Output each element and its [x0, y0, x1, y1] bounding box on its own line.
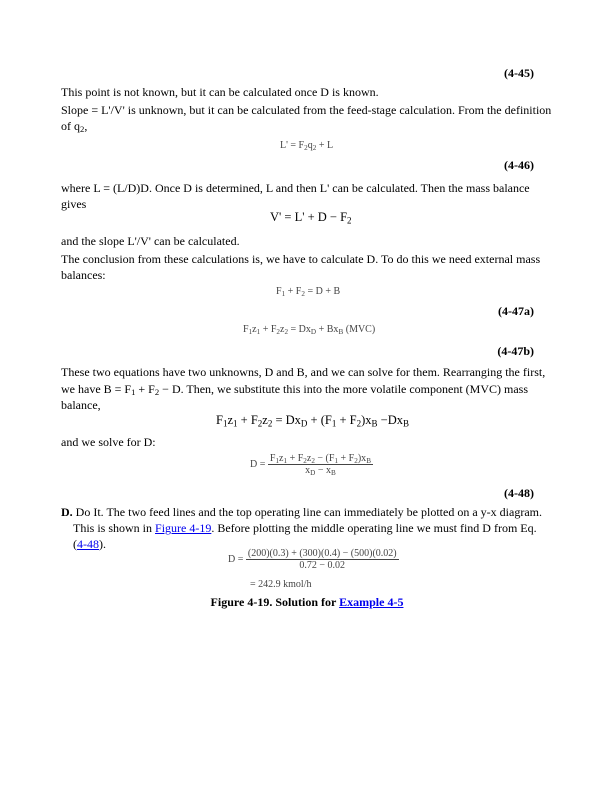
equation-number-4-47b: (4-47b): [497, 344, 534, 358]
equation-4-48-denominator: $x_D - x_B$: [305, 465, 336, 477]
unknowns-line-3: balance,: [61, 398, 101, 412]
partD-line-1: D. Do It. The two feed lines and the top operating line can immediately be plotted on a y-x diagram.: [61, 505, 542, 519]
slope-line-2: of $q_2$,: [61, 119, 88, 135]
equation-number-4-45: (4-45): [504, 66, 534, 80]
example-4-5-link[interactable]: Example 4-5: [339, 595, 404, 609]
unknowns-line-1: These two equations have two unknowns, D and B, and we can solve for them. Rearranging the first,: [61, 365, 546, 379]
slope-line-1: Slope = L'/V' is unknown, but it can be calculated from the feed-stage calculation. From the definition: [61, 103, 552, 117]
conclusion-line-1: The conclusion from these calculations is, we have to calculate D. To do this we need external mass: [61, 252, 541, 266]
figure-4-19-link[interactable]: Figure 4-19: [155, 521, 212, 535]
equation-substituted: $F_1z_1 + F_2z_2 = Dx_D + (F_1 + F_2)x_B -Dx_B$: [216, 413, 410, 429]
paragraph-point-unknown: This point is not known, but it can be calculated once D is known.: [61, 85, 379, 99]
calculation-D: D = $\frac{(200)(0.3) + (300)(0.4) - (500)(0.02)}{0.72 - 0.02}$: [228, 548, 397, 571]
calculation-denominator: 0.72 − 0.02: [299, 560, 346, 571]
paragraph-slope: [61, 102, 561, 134]
paragraph-where-L: [61, 180, 561, 212]
equation-4-47a: $F_1 + F_2 = D + B$: [276, 286, 341, 298]
paragraph-solve-for-D: and we solve for D:: [61, 435, 156, 449]
equation-number-4-47a: (4-47a): [498, 304, 534, 318]
figure-caption: Figure 4-19. Solution for Example 4-5: [210, 595, 404, 609]
unknowns-line-2: we have $B = F_1 + F_2 - D$. Then, we substitute this into the more volatile component (MVC) mass: [61, 381, 529, 397]
calculation-numerator: (200)(0.3) + (300)(0.4) − (500)(0.02): [247, 548, 397, 559]
calculation-result: = 242.9 kmol/h: [250, 579, 312, 590]
equation-4-46: $L' = F_2q_2 + L$: [280, 140, 334, 152]
equation-v-prime: $V' = L' + D - F_2$: [270, 210, 352, 226]
equation-4-48: D = $\frac{F_1z_1 + F_2z_2 - (F_1 + F_2)x_B}{x_D - x_B}$: [250, 453, 371, 477]
equation-4-48-numerator: $F_1z_1 + F_2z_2 - (F_1 + F_2)x_B$: [269, 453, 371, 465]
equation-number-4-48: (4-48): [504, 486, 534, 500]
where-line-2: gives: [61, 197, 87, 211]
paragraph-two-unknowns: [61, 364, 561, 414]
paragraph-slope-calculated: and the slope L'/V' can be calculated.: [61, 234, 240, 248]
equation-number-4-46: (4-46): [504, 158, 534, 172]
partD-line-2: This is shown in Figure 4-19. Before plotting the middle operating line we must find D from Eq.: [73, 521, 537, 535]
calculation-fraction: [246, 548, 399, 571]
equation-4-48-link[interactable]: 4-48: [77, 537, 99, 551]
equation-4-48-fraction: [268, 453, 373, 476]
conclusion-line-2: balances:: [61, 268, 106, 282]
partD-line-3: (4-48).: [73, 537, 106, 551]
where-line-1: where L = (L/D)D. Once D is determined, L and then L' can be calculated. Then the mass balance: [61, 181, 530, 195]
paragraph-part-D: [61, 504, 561, 552]
paragraph-conclusion: [61, 251, 561, 283]
equation-4-47b: $F_1z_1 + F_2z_2 = Dx_D + Bx_B$ (MVC): [243, 324, 376, 336]
